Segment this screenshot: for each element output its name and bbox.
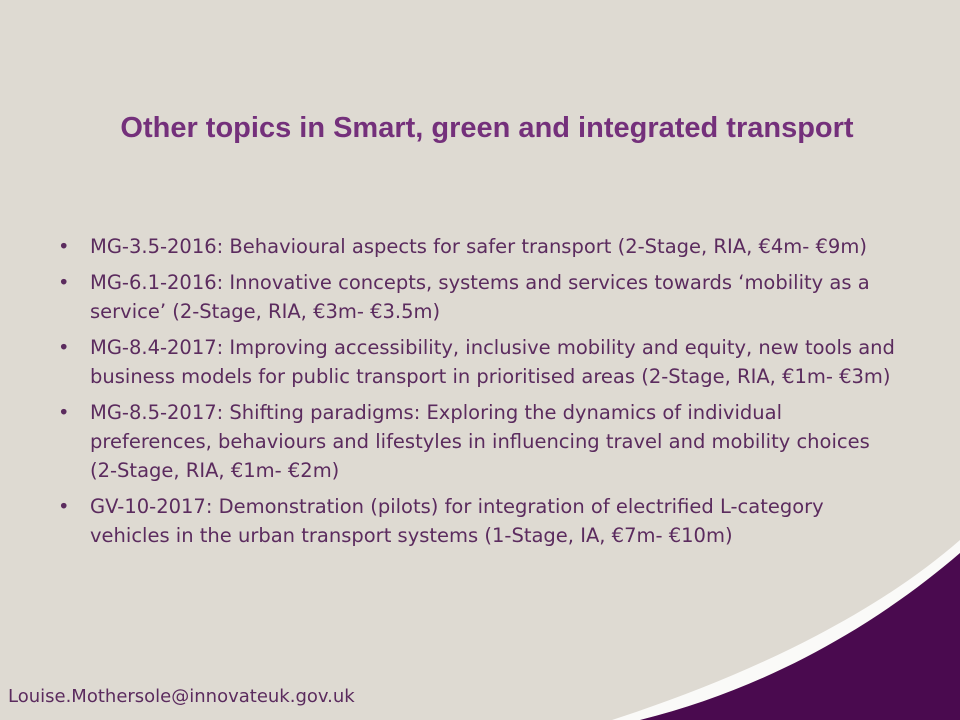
bullet-text: MG-8.4-2017: Improving accessibility, inclusive mobility and equity, new tools and business models for public transport in prioritised areas (2-Stage, RIA, €1m- €3m) <box>90 336 895 388</box>
bullet-item-gv-10-2017 <box>58 492 900 550</box>
bullet-dot-icon: • <box>58 495 70 518</box>
bullet-dot-icon: • <box>58 271 70 294</box>
bullet-dot-icon: • <box>58 336 70 359</box>
bullet-item-mg-8-4-2017 <box>58 333 900 391</box>
bullet-dot-icon: • <box>58 401 70 424</box>
bullet-item-mg-6-1-2016 <box>58 268 900 326</box>
bullet-text: MG-6.1-2016: Innovative concepts, systems and services towards ‘mobility as a service’ (2-Stage, RIA, €3m- €3.5m) <box>90 271 870 323</box>
footer-email-address: Louise.Mothersole@innovateuk.gov.uk <box>8 686 355 707</box>
topic-bullet-list <box>58 232 900 557</box>
bullet-text: MG-8.5-2017: Shifting paradigms: Exploring the dynamics of individual preferences, behaviours and lifestyles in influencing travel and mobility choices (2-Stage, RIA, €1m- €2m) <box>90 401 870 482</box>
bullet-dot-icon: • <box>58 235 70 258</box>
bullet-item-mg-8-5-2017 <box>58 398 900 485</box>
bullet-text: MG-3.5-2016: Behavioural aspects for safer transport (2-Stage, RIA, €4m- €9m) <box>90 235 867 258</box>
slide-title: Other topics in Smart, green and integrated transport <box>120 112 854 144</box>
bullet-item-mg-3-5-2016 <box>58 232 900 261</box>
bullet-text: GV-10-2017: Demonstration (pilots) for integration of electrified L-category vehicles in the urban transport systems (1-Stage, IA, €7m- €10m) <box>90 495 824 547</box>
